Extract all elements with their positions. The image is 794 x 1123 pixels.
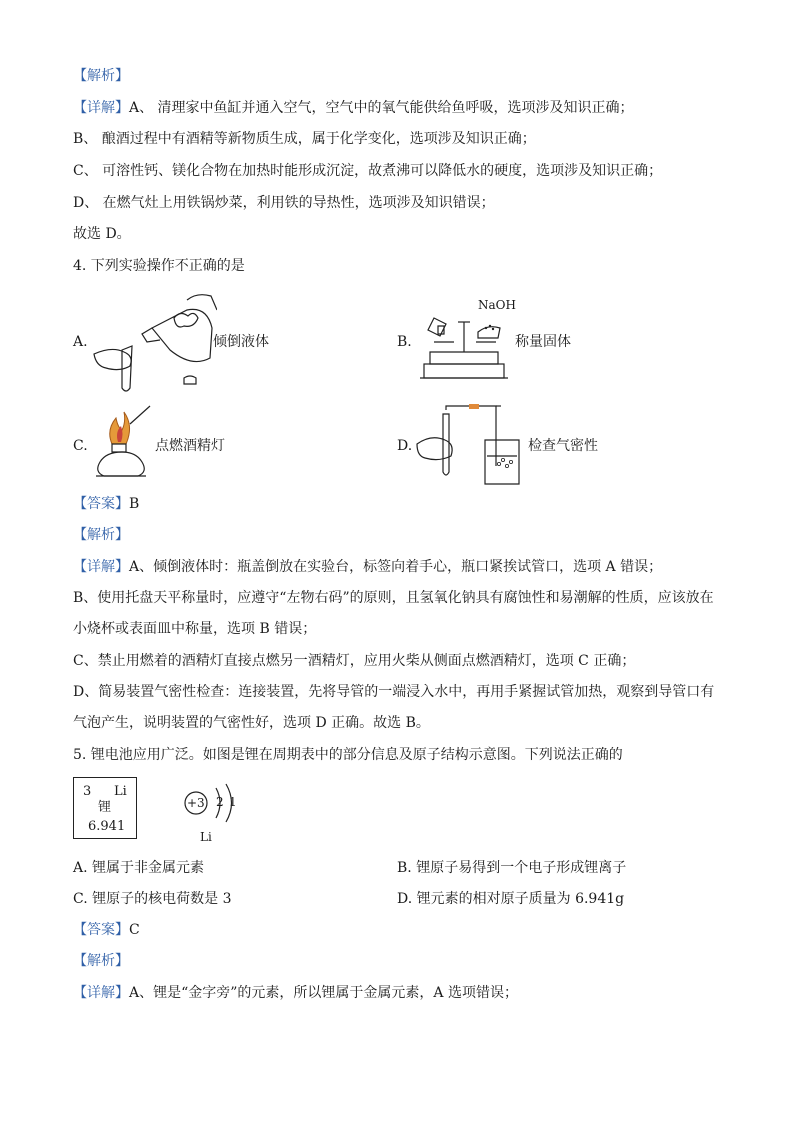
pour-liquid-figure	[92, 288, 217, 393]
q4-option-d-caption: 检查气密性	[528, 438, 598, 454]
atomic-mass: 6.941	[88, 819, 126, 834]
q4-option-d-letter: D.	[397, 438, 413, 454]
detail-line-c: C、 可溶性钙、镁化合物在加热时能形成沉淀，故煮沸可以降低水的硬度，选项涉及知识正确；	[73, 163, 663, 179]
q4-option-a-letter: A.	[73, 334, 88, 350]
detail-line-b: B、 酿酒过程中有酒精等新物质生成，属于化学变化，选项涉及知识正确；	[73, 131, 536, 147]
q4-detail-a: 【详解】A、倾倒液体时：瓶盖倒放在实验台，标签向着手心，瓶口紧挨试管口，选项 A 错误；	[73, 559, 663, 575]
q4-option-b-letter: B.	[397, 334, 412, 350]
q4-analysis-label: 【解析】	[73, 527, 129, 543]
q4-detail-b2: 小烧杯或表面皿中称量，选项 B 错误；	[73, 621, 317, 637]
question-5-stem: 5. 锂电池应用广泛。如图是锂在周期表中的部分信息及原子结构示意图。下列说法正确的	[73, 747, 623, 763]
q4-option-a-caption: 倾倒液体	[213, 334, 269, 350]
q4-option-c-letter: C.	[73, 438, 88, 454]
q5-option-b: B. 锂原子易得到一个电子形成锂离子	[397, 860, 627, 876]
periodic-table-cell	[73, 777, 137, 839]
detail-line-d: D、 在燃气灶上用铁锅炒菜，利用铁的导热性，选项涉及知识错误；	[73, 195, 495, 211]
q5-option-d: D. 锂元素的相对原子质量为 6.941g	[397, 891, 625, 907]
q5-option-a: A. 锂属于非金属元素	[73, 860, 205, 876]
alcohol-lamp-figure	[88, 404, 154, 482]
airtightness-figure	[415, 400, 530, 488]
element-name: 锂	[98, 800, 112, 815]
q5-analysis-label: 【解析】	[73, 953, 129, 969]
shell-1-electrons: 2	[216, 795, 224, 809]
q4-detail-b1: B、使用托盘天平称量时，应遵守“左物右码”的原则，且氢氧化钠具有腐蚀性和易潮解的性质，应该放在	[73, 590, 714, 606]
q4-answer-line: 【答案】B	[73, 496, 140, 512]
question-4-stem: 4. 下列实验操作不正确的是	[73, 258, 245, 274]
q4-option-c-caption: 点燃酒精灯	[155, 438, 225, 454]
atomic-number: 3	[83, 784, 92, 799]
q4-detail-c: C、禁止用燃着的酒精灯直接点燃另一酒精灯，应用火柴从侧面点燃酒精灯，选项 C 正确；	[73, 653, 636, 669]
conclusion-line: 故选 D。	[73, 226, 131, 242]
shell-2-electrons: 1	[229, 795, 237, 809]
q5-answer-line: 【答案】C	[73, 922, 140, 938]
naoh-label: NaOH	[478, 298, 516, 312]
q5-option-c: C. 锂原子的核电荷数是 3	[73, 891, 232, 907]
atom-label: Li	[200, 830, 212, 844]
balance-figure	[418, 312, 510, 384]
q5-detail-a: 【详解】A、锂是“金字旁”的元素，所以锂属于金属元素，A 选项错误；	[73, 985, 518, 1001]
element-symbol: Li	[114, 784, 127, 799]
detail-line-a: 【详解】A、 清理家中鱼缸并通入空气，空气中的氧气能供给鱼呼吸，选项涉及知识正确；	[73, 100, 634, 116]
analysis-label: 【解析】	[73, 68, 129, 84]
q4-detail-d1: D、简易装置气密性检查：连接装置，先将导管的一端浸入水中，再用手紧握试管加热，观察到导管口有	[73, 684, 715, 700]
q4-option-b-caption: 称量固体	[515, 334, 571, 350]
nucleus-charge: +3	[187, 796, 205, 810]
q4-detail-d2: 气泡产生，说明装置的气密性好，选项 D 正确。故选 B。	[73, 715, 430, 731]
